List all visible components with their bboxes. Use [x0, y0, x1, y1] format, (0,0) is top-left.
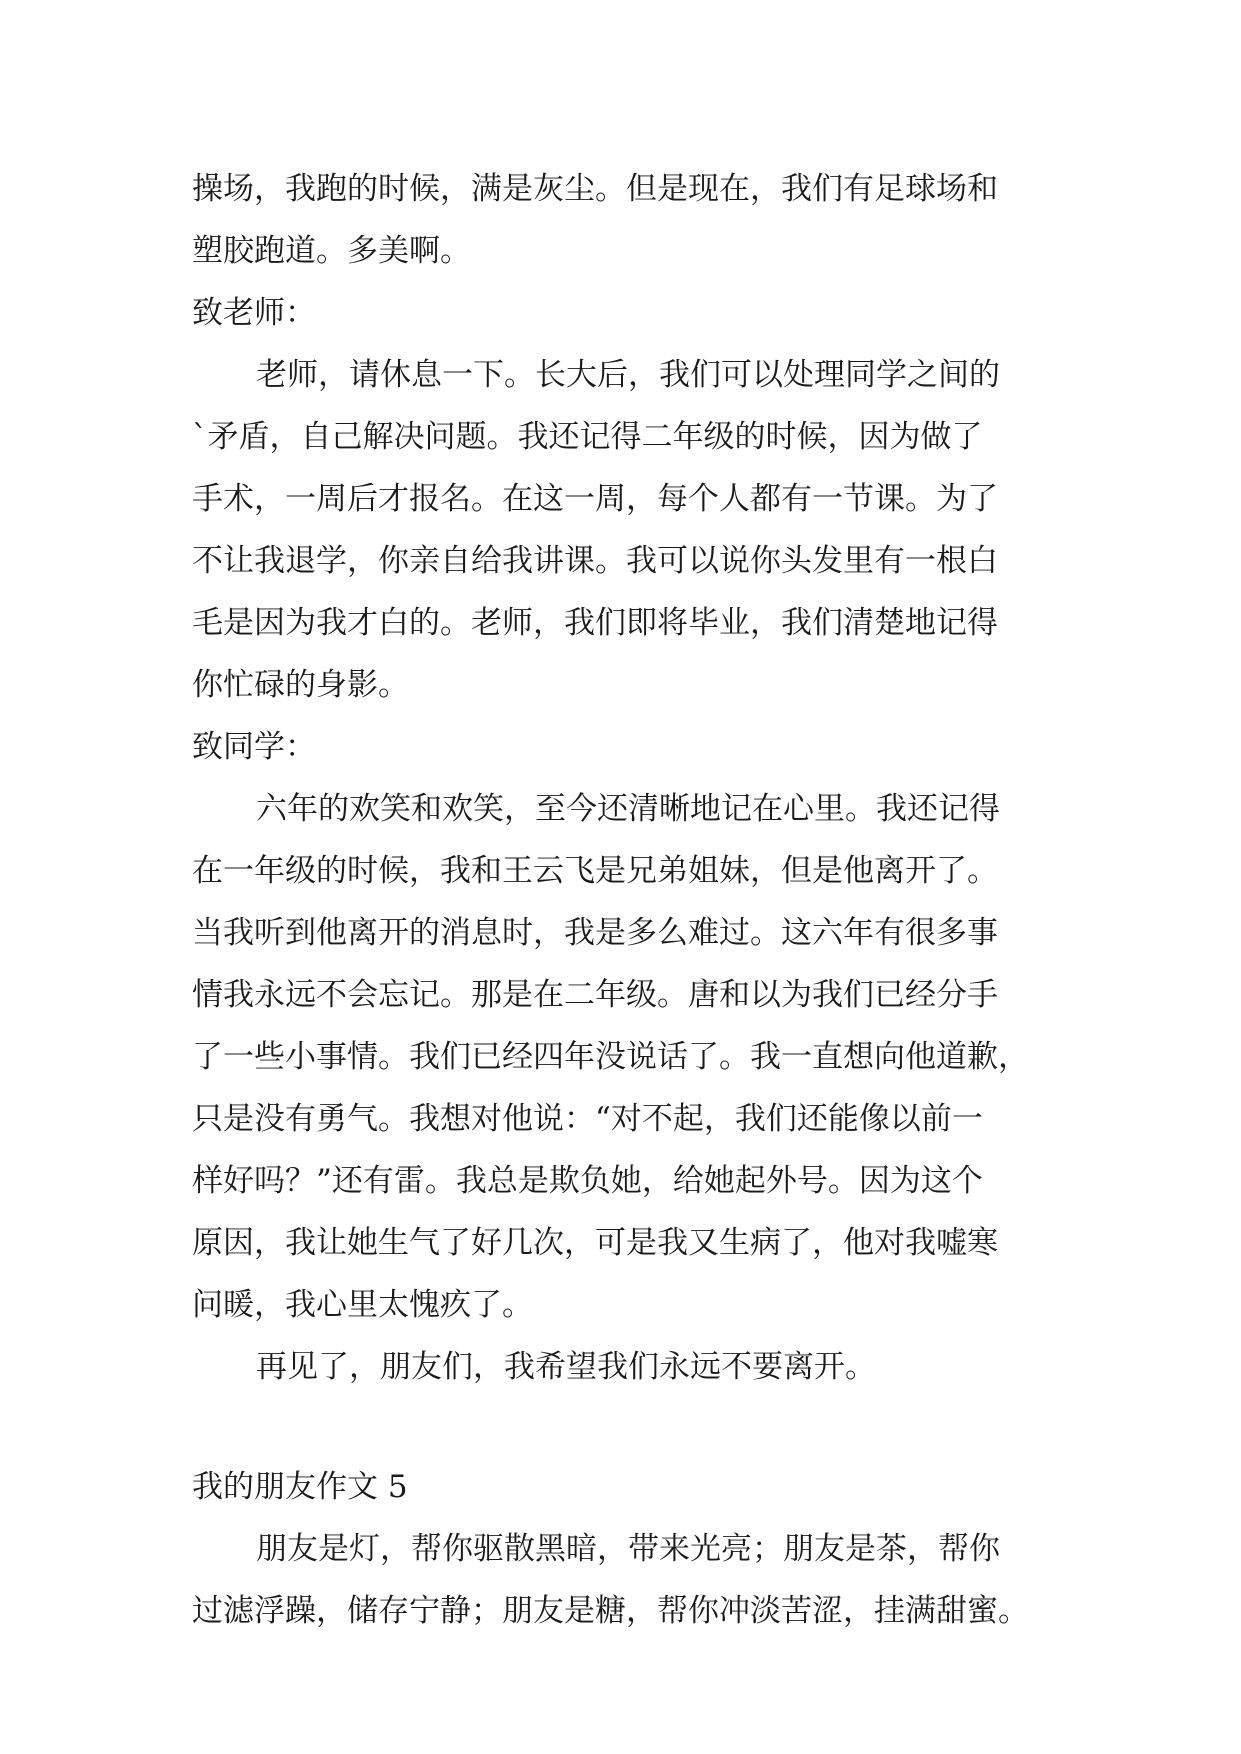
- paragraph-line: 你忙碌的身影。: [192, 667, 409, 703]
- paragraph-line: 情我永远不会忘记。那是在二年级。唐和以为我们已经分手: [192, 977, 998, 1013]
- paragraph-line: 过滤浮躁，储存宁静；朋友是糖，帮你冲淡苦涩，挂满甜蜜。: [192, 1593, 1029, 1629]
- paragraph-line: 毛是因为我才白的。老师，我们即将毕业，我们清楚地记得: [192, 605, 998, 641]
- paragraph-line: 问暖，我心里太愧疚了。: [192, 1287, 533, 1323]
- paragraph-line: 了一些小事情。我们已经四年没说话了。我一直想向他道歉，: [192, 1039, 1029, 1075]
- paragraph-line: 在一年级的时候，我和王云飞是兄弟姐妹，但是他离开了。: [192, 853, 998, 889]
- paragraph-line: 朋友是灯，帮你驱散黑暗，带来光亮；朋友是茶，帮你: [256, 1531, 1000, 1567]
- paragraph-line: 操场，我跑的时候，满是灰尘。但是现在，我们有足球场和: [192, 171, 998, 207]
- paragraph-line: 塑胶跑道。多美啊。: [192, 233, 471, 269]
- paragraph-line: 只是没有勇气。我想对他说：“对不起，我们还能像以前一: [192, 1101, 983, 1137]
- paragraph-line: `矛盾，自己解决问题。我还记得二年级的时候，因为做了: [192, 419, 983, 455]
- paragraph-line: 手术，一周后才报名。在这一周，每个人都有一节课。为了: [192, 481, 998, 517]
- paragraph-line: 原因，我让她生气了好几次，可是我又生病了，他对我嘘寒: [192, 1225, 998, 1261]
- paragraph-line: 样好吗？”还有雷。我总是欺负她，给她起外号。因为这个: [192, 1163, 983, 1199]
- paragraph-line: 六年的欢笑和欢笑，至今还清晰地记在心里。我还记得: [256, 791, 1000, 827]
- section-gap: [192, 1398, 1072, 1456]
- paragraph-line: 不让我退学，你亲自给我讲课。我可以说你头发里有一根白: [192, 543, 998, 579]
- paragraph-line: 老师，请休息一下。长大后，我们可以处理同学之间的: [256, 357, 1000, 393]
- essay-title: 我的朋友作文 5: [192, 1469, 408, 1505]
- paragraph-line: 再见了，朋友们，我希望我们永远不要离开。: [256, 1349, 876, 1385]
- section-heading: 致同学：: [192, 729, 316, 765]
- paragraph-line: 当我听到他离开的消息时，我是多么难过。这六年有很多事: [192, 915, 998, 951]
- essay-text: [192, 158, 1072, 1642]
- section-heading: 致老师：: [192, 295, 316, 331]
